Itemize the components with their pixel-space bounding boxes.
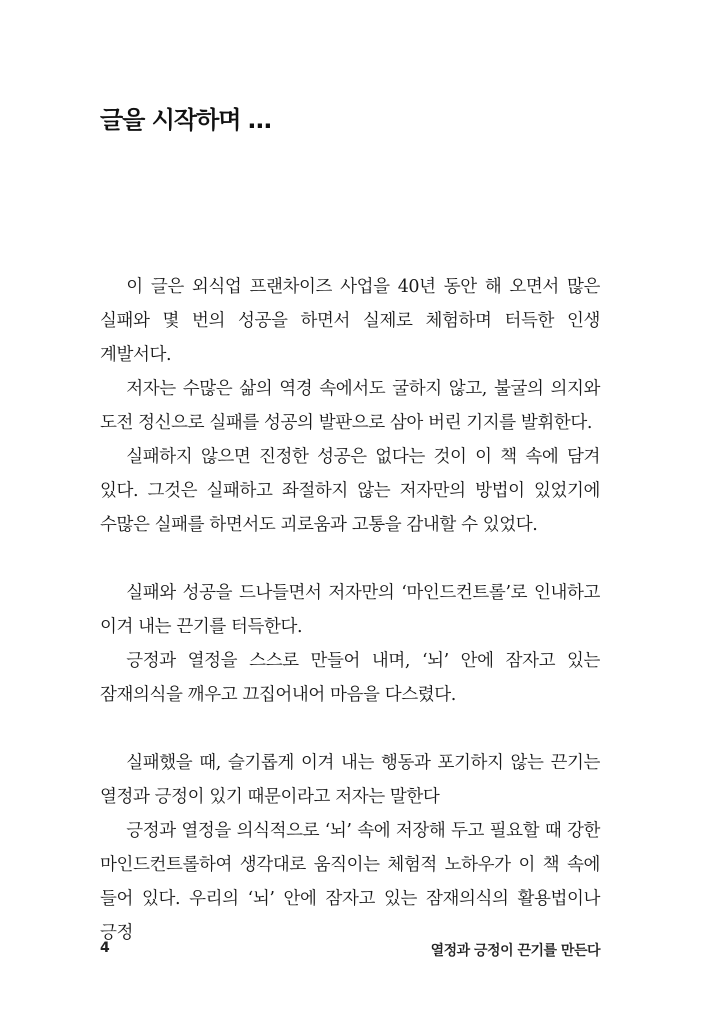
paragraph: 실패와 성공을 드나들면서 저자만의 ‘마인드컨트롤’로 인내하고 이겨 내는 끈기를 터득한다.: [100, 583, 600, 637]
paragraph: 저자는 수많은 삶의 역경 속에서도 굴하지 않고, 불굴의 의지와 도전 정신으로 실패를 성공의 발판으로 삼아 버린 기지를 발휘한다.: [100, 379, 600, 433]
paragraph: 이 글은 외식업 프랜차이즈 사업을 40년 동안 해 오면서 많은 실패와 몇 번의 성공을 하면서 실제로 체험하며 터득한 인생 계발서다.: [100, 277, 600, 365]
paragraph: 실패했을 때, 슬기롭게 이겨 내는 행동과 포기하지 않는 끈기는 열정과 긍정이 있기 때문이라고 저자는 말한다: [100, 753, 600, 807]
page-footer: [100, 940, 600, 962]
paragraph: 긍정과 열정을 의식적으로 ‘뇌’ 속에 저장해 두고 필요할 때 강한 마인드컨트롤하여 생각대로 움직이는 체험적 노하우가 이 책 속에 들어 있다. 우리의 ‘뇌’ 안에 잠자고 있는 잠재의식의 활용법이나 긍정: [100, 821, 600, 943]
paragraph-gap: [100, 542, 600, 576]
body-text: [100, 270, 600, 950]
running-title: 열정과 긍정이 끈기를 만든다: [430, 943, 600, 959]
paragraph-gap: [100, 712, 600, 746]
page-number: 4: [100, 940, 110, 956]
paragraph: 실패하지 않으면 진정한 성공은 없다는 것이 이 책 속에 담겨 있다. 그것은 실패하고 좌절하지 않는 저자만의 방법이 있었기에 수많은 실패를 하면서도 괴로움과 고통을 감내할 수 있었다.: [100, 447, 600, 535]
paragraph: 긍정과 열정을 스스로 만들어 내며, ‘뇌’ 안에 잠자고 있는 잠재의식을 깨우고 끄집어내어 마음을 다스렸다.: [100, 651, 600, 705]
page-title: 글을 시작하며 …: [100, 106, 271, 134]
